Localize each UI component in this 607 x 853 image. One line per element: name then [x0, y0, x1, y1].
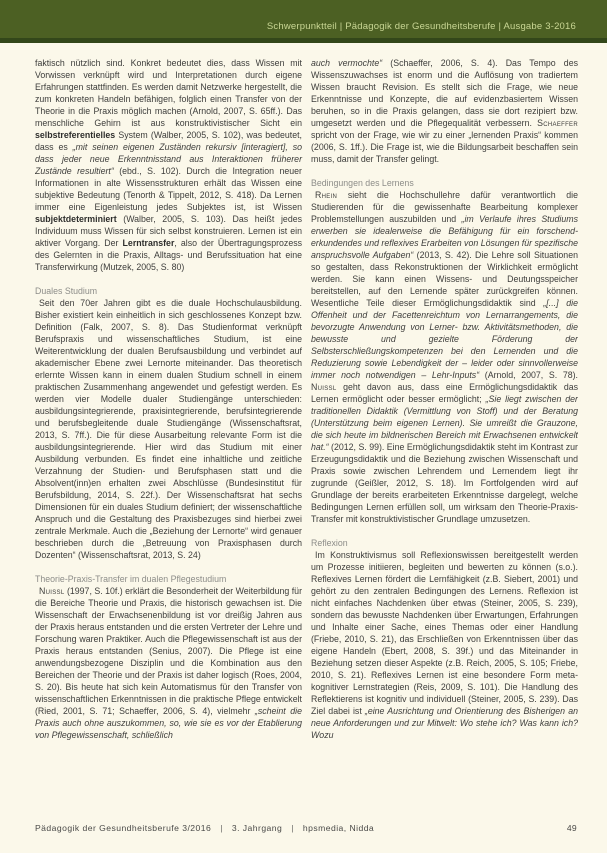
body-text: Im Konstruktivismus soll Reflexionswissen bereitgestellt werden um Prozesse initiieren, begleiten und bewerten zu können (s.o.). Reflexives Lernen fördert die Lernfähigkeit (z.B. Siebert, 2001) und gehört zu den zentralen Bedingungen des Lernens. Reflexion ist nicht einfaches Nachdenken über etwas (Steiner, 2005, S. 239), sondern das bewusste Nachdenken über Erwartungen, Erfahrungen und Inhalte einer Sache, eines Themas oder einer Handlung (Friebe, 2010, S. 21), das Erschließen von Erkenntnissen über das eigene Handeln (Ebert, 2008, S. 39f.) und das Miteinander in Beziehung setzen dieser Aspekte (z.B. Reich, 2005, S. 105; Friebe, 2010, S. 21). Reflexives Lernen ist eine besondere Form meta-kognitiver Lernstrategien (Reis, 2009, S. 101). Die Handlung des Reflektierens ist kognitiv und individuell (Steiner, 2005, S. 239). Das Ziel dabei ist — [311, 550, 578, 716]
page-content — [35, 43, 578, 808]
quote-text: „eine Ausrichtung und Orientierung des Bisherigen an neue Anforderungen und zur Mitwelt: Wo stehe ich? Was kann ich? Wozu — [311, 706, 578, 740]
quote-text: „Sie liegt zwischen der traditionellen Didaktik (Vermittlung von Stoff) und der Beratung (Unterstützung beim eigenen Lernen). Sie umreißt die Grauzone, die sich heute im bildnerischen Bereich mit Erwachsenen entwickelt hat.“ — [311, 394, 578, 452]
body-text: geht davon aus, dass eine Ermöglichungsdidaktik das Lernen ermöglicht oder besser ermöglicht; — [311, 382, 578, 404]
section-heading: Bedingungen des Lernens — [311, 178, 414, 188]
left-column — [35, 57, 302, 808]
quote-text: auch vermochte“ — [311, 58, 383, 68]
author-name: Nuissl — [39, 586, 65, 596]
footer-separator: | — [291, 823, 294, 833]
quote-text: „scheint die Praxis auch ohne auszukommen, so, wie sie es vor der Etablierung von Pflegewissenschaft, schließlich — [35, 706, 302, 740]
footer-journal-title: Pädagogik der Gesundheitsberufe 3/2016 — [35, 823, 212, 833]
body-text: spricht von der Frage, wie wir zu einer „lernenden Praxis“ kommen (2006, S. 1ff.). Die Frage ist, wie die Bildungsarbeit beschaffen sein muss, damit der Transfer gelingt. — [311, 130, 578, 164]
footer-separator: | — [220, 823, 223, 833]
author-name: Rhein — [315, 190, 338, 200]
body-text: faktisch nützlich sind. Konkret bedeutet dies, dass Wissen mit Vorwissen verknüpft wird und Interpretationen durch eigene Erfahrungen stattfinden. Es werden damit Netzwerke hergestellt, die zum konkreten Handeln befähigen, folglich einen Transfer von der Theorie in die Praxis möglich machen (Arnold, 2007, S. 65ff.). Das menschliche Gehirn ist aus konstruktivistischer Sicht ein — [35, 58, 302, 128]
page-header-bar — [0, 0, 607, 43]
right-column — [311, 57, 578, 808]
body-text: Seit den 70er Jahren gibt es die duale Hochschulausbildung. Bisher existiert kein einheitlich in sich geschlossenes Konzept bzw. Definition (Falk, 2007, S. 8). Das Studienformat verknüpft Berufspraxis und wissenschaftliches Studium, ist eine Weiterentwicklung der dualen Berufsausbildung und verbindet auf akademischer Ebene zwei Lernorte miteinander. Das theoretisch erlernte Wissen kann in einem dualen Studium schnell in einem praktischen Zusammenhang angewendet und gefestigt werden. Es werden vier Modelle dualer Studiengänge unterschieden: ausbildungsintegrierende, praxisintegrierende, berufsintegrierende und berufsbegleitende duale Studiengänge (Wissenschaftsrat, 2013, S. 7ff.). Die für diese Ausarbeitung relevante Form ist die ausbildungsintegrierende. Hier wird das Studium mit einer Ausbildung verbunden. Es findet eine inhaltliche und zeitliche Verzahnung der Studien- und Berufsphasen statt und die Absolvent(inn)en erhalten zwei Abschlüsse (Bundesinstitut für Berufsbildung, 2014, S. 22f.). Der Wissenschaftsrat hat sechs Dimensionen für ein duales Studium definiert; der wissenschaftliche Anspruch und die Gestaltung des Praxisbezuges sind hierbei zwei zentrale Merkmale. Auch die „Beziehung der Lernorte“ wird genauer beschrieben durch die „Betreuung von Praxisphasen durch Dozenten“ (Wissenschaftsrat, 2013, S. 24) — [35, 298, 302, 560]
body-text: (Schaeffer, 2006, S. 4). Das Tempo des Wissenszuwachses ist enorm und die Auflösung von tradiertem Wissen braucht Revision. Es stellt sich die Frage, wie neue Erkenntnisse und Konzepte, die auf evidenzbasiertem Wissen beruhen, so in die Praxis gelangen, dass sie dort rezipiert bzw. umgesetzt werden und die Pflegequalität verbessern. — [311, 58, 578, 128]
footer-volume: 3. Jahrgang — [231, 823, 283, 833]
body-text: sieht die Hochschullehre dafür verantwortlich die Studierenden für die gewissenhafte Bearbeitung komplexer Problemstellungen auszubilden und — [311, 190, 578, 224]
author-name: Nuissl — [311, 382, 337, 392]
body-text: (2012, S. 99). Eine Ermöglichungsdidaktik steht im Kontrast zur Erzeugungsdidaktik und die Beziehung zwischen Wissenschaft und Praxis sowie zwischen Lehrendem und Lernendem liegt ihr zugrunde (Geißler, 2012, S. 18). Im Fortfolgenden wird auf Grundlage der bereits erarbeiteten Erkenntnisse dargelegt, welche Bedingungen Lernen erfüllen soll, um wirksam den Theorie-Praxis-Transfer mit konstruktivistischer Grundlage umzusetzen. — [311, 442, 578, 524]
section-heading: Duales Studium — [35, 286, 98, 296]
paragraph — [311, 57, 578, 165]
body-text: (ebd., S. 102). Durch die Integration neuer Informationen in alte Wissensstrukturen erhält das Wissen eine subjektive Bedeutung (Tenorth & Tippelt, 2012, S. 418). Da Lernen immer eine Eigenleistung jedes Subjektes ist, ist Wissen — [35, 166, 302, 212]
quote-text: „mit seinen eigenen Zuständen rekursiv [interagiert], so dass jeder neue Erkenntnisstand aus Interaktionen früherer Zustände resultiert“ — [35, 142, 302, 176]
body-text: (Walber, 2005, S. 103). Das heißt jedes Individuum muss Wissen für sich selbst konstruieren. Lernen ist ein aktiver Vorgang. Der — [35, 214, 302, 248]
body-text: , also der Übertragungsprozess des Gelernten in die Praxis, Alltags- und Berufssituation hat eine Transferwirkung (Mutzek, 2005, S. 80) — [35, 238, 303, 272]
body-text: (2013, S. 42). Die Lehre soll Situationen so gestalten, dass Rekonstruktionen der Wirklichkeit ermöglicht werden. Sie kann einen Wissens- und Deutungsspeicher bereitstellen, auf den Lernende später zurückgreifen können. Wesentliche Teile dieser Ermöglichungsdidaktik sind — [311, 250, 578, 308]
paragraph — [35, 57, 302, 273]
body-text: (Arnold, 2007, S. 78). — [479, 370, 578, 380]
body-text: (1997, S. 10f.) erklärt die Besonderheit der Weiterbildung für die Bereiche Theorie und Praxis, die historisch gewachsen ist. Die Wissenschaft der Erwachsenenbildung ist vor dreißig Jahren aus der Praxis heraus entstanden und die ersten Vertreter der Lehre und Forschung waren Praktiker. Auch die Pflegewissenschaft ist aus der Praxis heraus entstanden (Senius, 2007). Die Pflege ist eine anwendungsbezogene Disziplin und die Kombination aus den Bereichen der Theorie und der Praxis ist daher logisch (Roes, 2004, S. 20). Bis heute hat sich kein Automatismus für den Transfer von wissenschaftlichen Erkenntnissen in die praktische Pflege entwickelt (Ried, 2001, S. 71; Schaeffer, 2006, S. 4), vielmehr — [35, 586, 302, 716]
key-term: Lerntransfer — [122, 238, 175, 248]
key-term: subjektdeterminiert — [35, 214, 117, 224]
paragraph — [311, 549, 578, 741]
paragraph — [311, 189, 578, 525]
page-footer — [35, 823, 577, 833]
section-heading: Reflexion — [311, 538, 348, 548]
paragraph — [35, 585, 302, 741]
body-text: System (Walber, 2005, S. 102), was bedeutet, dass es — [35, 130, 302, 152]
quote-text: „[...] die Offenheit und der Facettenreichtum von Lernarrangements, die bevorzugte Anwendung von Lerner- bzw. Aktivitätsmethoden, die bewusste und gezielte Förderung der Selbsterschließungskompetenzen bei den Lernenden und die Reduzierung sowie Lebendigkeit der – leider oder sinnvollerweise immer noch notwendigen – Lehr-Inputs“ — [311, 298, 578, 380]
quote-text: „im Verlaufe ihres Studiums erwerben sie idealerweise die Befähigung für ein forschend-erkundendes und reflexives Erarbeiten von Lösungen für spezifische anspruchsvolle Aufgaben“ — [311, 214, 578, 260]
author-name: Schaeffer — [537, 118, 578, 128]
section-heading: Theorie-Praxis-Transfer im dualen Pflegestudium — [35, 574, 227, 584]
page-number: 49 — [566, 823, 577, 833]
key-term: selbstreferentielles — [35, 130, 116, 140]
running-head: Schwerpunktteil | Pädagogik der Gesundheitsberufe | Ausgabe 3-2016 — [266, 21, 576, 32]
footer-publisher: hpsmedia, Nidda — [302, 823, 375, 833]
paragraph — [35, 297, 302, 561]
